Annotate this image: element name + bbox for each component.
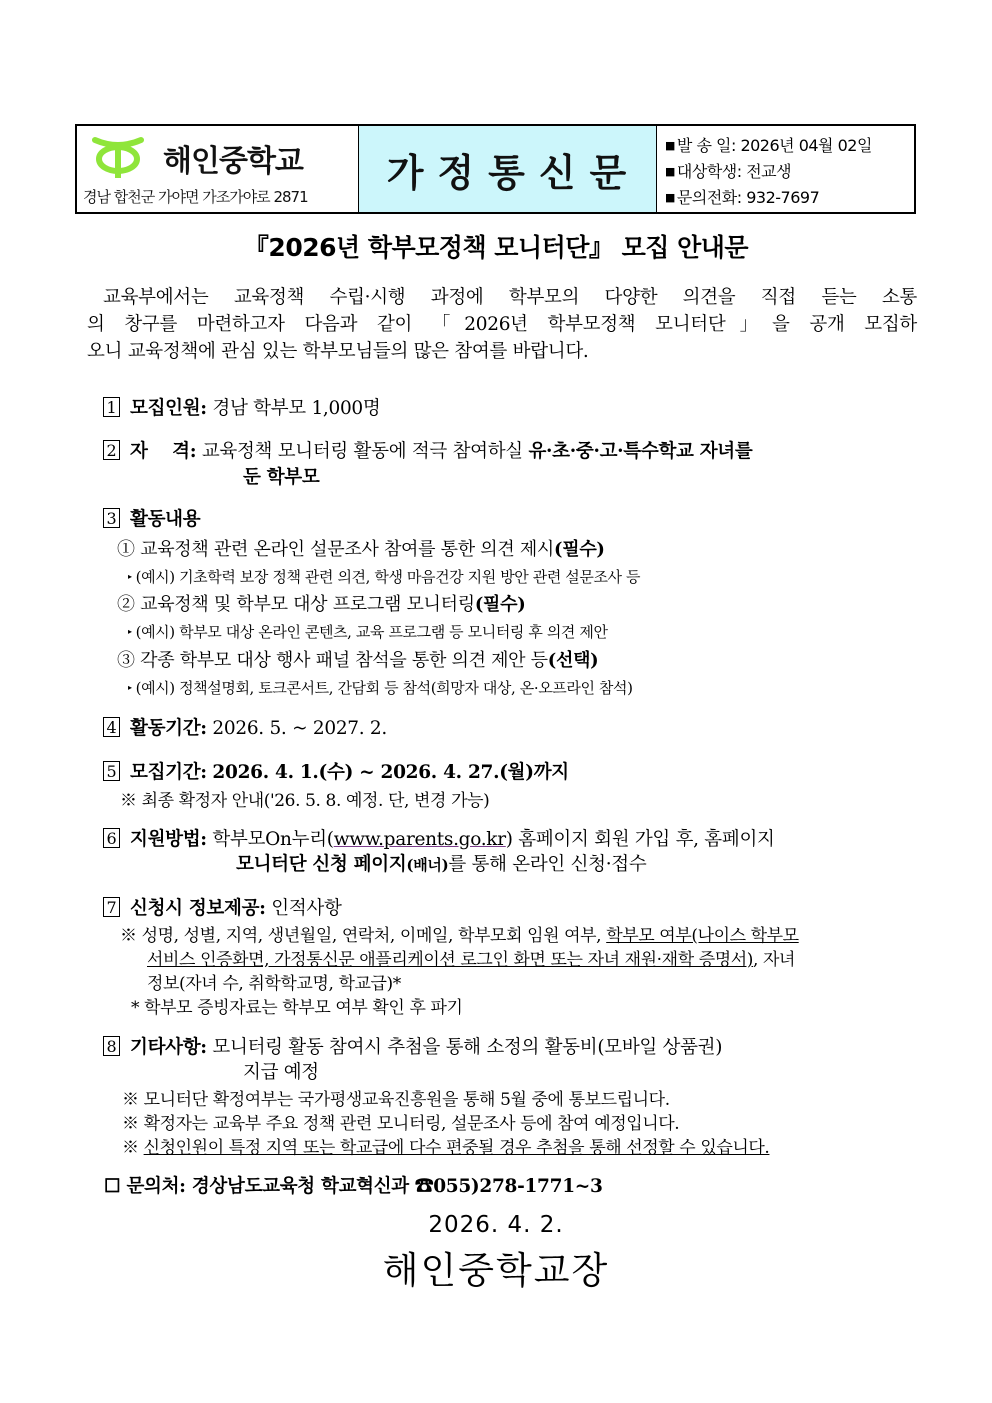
parents-website-link[interactable]: www.parents.go.kr xyxy=(333,829,506,850)
section-number: 5 xyxy=(103,761,120,781)
contact-phone: 932-7697 xyxy=(746,188,820,207)
newsletter-title-cell xyxy=(359,126,657,212)
section-number: 3 xyxy=(103,508,120,528)
triangle-bullet-icon: ▸ xyxy=(128,683,132,692)
section-apply-method: 6 지원방법: 학부모On누리(www.parents.go.kr) 홈페이지 회원 가입 후, 홈페이지 xyxy=(103,825,775,851)
send-date-line: ■ 발 송 일: 2026년 04월 02일 xyxy=(665,136,872,155)
triangle-bullet-icon: ▸ xyxy=(128,627,132,636)
section-number: 2 xyxy=(103,440,120,460)
participation-note: ※ 확정자는 교육부 주요 정책 관련 모니터링, 설문조사 등에 참여 예정입니다. xyxy=(122,1114,680,1134)
section-recruit-count: 1 모집인원: 경남 학부모 1,000명 xyxy=(103,394,380,420)
section-recruit-period: 5 모집기간: 2026. 4. 1.(수) ~ 2026. 4. 27.(월)까지 xyxy=(103,758,569,784)
target-students-line: ■ 대상학생: 전교생 xyxy=(665,162,792,181)
required-info-line3: 정보(자녀 수, 취학학교명, 학교급)* xyxy=(147,974,401,994)
activity-example: ▸ (예시) 기초학력 보장 정책 관련 의견, 학생 마음건강 지원 방안 관련 설문조사 등 xyxy=(128,568,641,586)
send-date: 2026년 04월 02일 xyxy=(740,136,872,155)
activity-item: ② 교육정책 및 학부모 대상 프로그램 모니터링(필수) xyxy=(117,594,526,615)
other-notes-line2: 지급 예정 xyxy=(243,1062,319,1083)
confirmation-note: ※ 모니터단 확정여부는 국가평생교육진흥원을 통해 5월 중에 통보드립니다. xyxy=(122,1090,670,1110)
phone-icon: ☎ xyxy=(415,1176,434,1197)
send-info-cell xyxy=(657,126,914,212)
activity-item: ① 교육정책 관련 온라인 설문조사 참여를 통한 의견 제시(필수) xyxy=(117,539,605,560)
intro-line: 오니 교육정책에 관심 있는 학부모님들의 많은 참여를 바랍니다. xyxy=(87,341,589,362)
section-info-provision: 7 신청시 정보제공: 인적사항 xyxy=(103,894,342,920)
target-students: 전교생 xyxy=(746,162,792,181)
section-number: 7 xyxy=(103,897,120,917)
apply-method-line2: 모니터단 신청 페이지(배너)를 통해 온라인 신청·접수 xyxy=(236,854,647,875)
activity-example: ▸ (예시) 학부모 대상 온라인 콘텐츠, 교육 프로그램 등 모니터링 후 의견 제안 xyxy=(128,623,608,641)
closing-date: 2026. 4. 2. xyxy=(428,1212,564,1238)
checkbox-icon: ☐ xyxy=(104,1176,121,1197)
intro-line: 교육부에서는 교육정책 수립·시행 과정에 학부모의 다양한 의견을 직접 듣는 소통 xyxy=(103,287,917,308)
section-number: 8 xyxy=(103,1036,120,1056)
section-number: 1 xyxy=(103,397,120,417)
section-activities: 3 활동내용 xyxy=(103,505,200,531)
school-address: 경남 합천군 가야면 가조가야로 2871 xyxy=(83,188,308,206)
document-title: 『2026년 학부모정책 모니터단』 모집 안내문 xyxy=(243,233,749,262)
final-notice-note: ※ 최종 확정자 안내('26. 5. 8. 예정. 단, 변경 가능) xyxy=(120,791,490,811)
contact-line: ☐ 문의처: 경상남도교육청 학교혁신과 ☎055)278-1771~3 xyxy=(104,1176,603,1197)
school-emblem-icon xyxy=(91,134,145,180)
proof-disposal-footnote: * 학부모 증빙자료는 학부모 여부 확인 후 파기 xyxy=(131,998,463,1018)
bullet-square-icon: ■ xyxy=(665,139,675,152)
activity-item: ③ 각종 학부모 대상 행사 패널 참석을 통한 의견 제안 등(선택) xyxy=(117,650,599,671)
activity-example: ▸ (예시) 정책설명회, 토크콘서트, 간담회 등 참석(희망자 대상, 온·오프라인 참석) xyxy=(128,679,633,697)
letterhead xyxy=(75,124,916,214)
lottery-note: ※ 신청인원이 특정 지역 또는 학교급에 다수 편중될 경우 추첨을 통해 선정할 수 있습니다. xyxy=(122,1138,770,1158)
section-eligibility: 2 자 격: 교육정책 모니터링 활동에 적극 참여하실 유·초·중·고·특수학교 자녀를 xyxy=(103,437,752,463)
section-other-notes: 8 기타사항: 모니터링 활동 참여시 추첨을 통해 소정의 활동비(모바일 상품권) xyxy=(103,1033,722,1059)
intro-line: 의 창구를 마련하고자 다음과 같이 「2026년 학부모정책 모니터단」을 공개 모집하 xyxy=(87,314,917,335)
principal-signature: 해인중학교장 xyxy=(382,1249,610,1292)
required-info-line1: ※ 성명, 성별, 지역, 생년월일, 연락처, 이메일, 학부모회 임원 여부, 학부모 여부(나이스 학부모 xyxy=(120,926,799,946)
contact-phone-number: 055)278-1771~3 xyxy=(433,1176,603,1197)
section-activity-period: 4 활동기간: 2026. 5. ~ 2027. 2. xyxy=(103,714,387,740)
eligibility-line2: 둔 학부모 xyxy=(243,467,320,488)
school-name: 해인중학교 xyxy=(163,144,303,179)
triangle-bullet-icon: ▸ xyxy=(128,572,132,581)
bullet-square-icon: ■ xyxy=(665,191,675,204)
required-info-line2: 서비스 인증화면, 가정통신문 애플리케이션 로그인 화면 또는 자녀 재원·재학 증명서), 자녀 xyxy=(147,950,796,970)
school-info-cell xyxy=(77,126,359,212)
bullet-square-icon: ■ xyxy=(665,165,675,178)
newsletter-title: 가정통신문 xyxy=(386,150,641,195)
section-number: 6 xyxy=(103,828,120,848)
section-number: 4 xyxy=(103,717,120,737)
intro-paragraph xyxy=(87,284,917,365)
contact-phone-line: ■ 문의전화: 932-7697 xyxy=(665,188,820,207)
